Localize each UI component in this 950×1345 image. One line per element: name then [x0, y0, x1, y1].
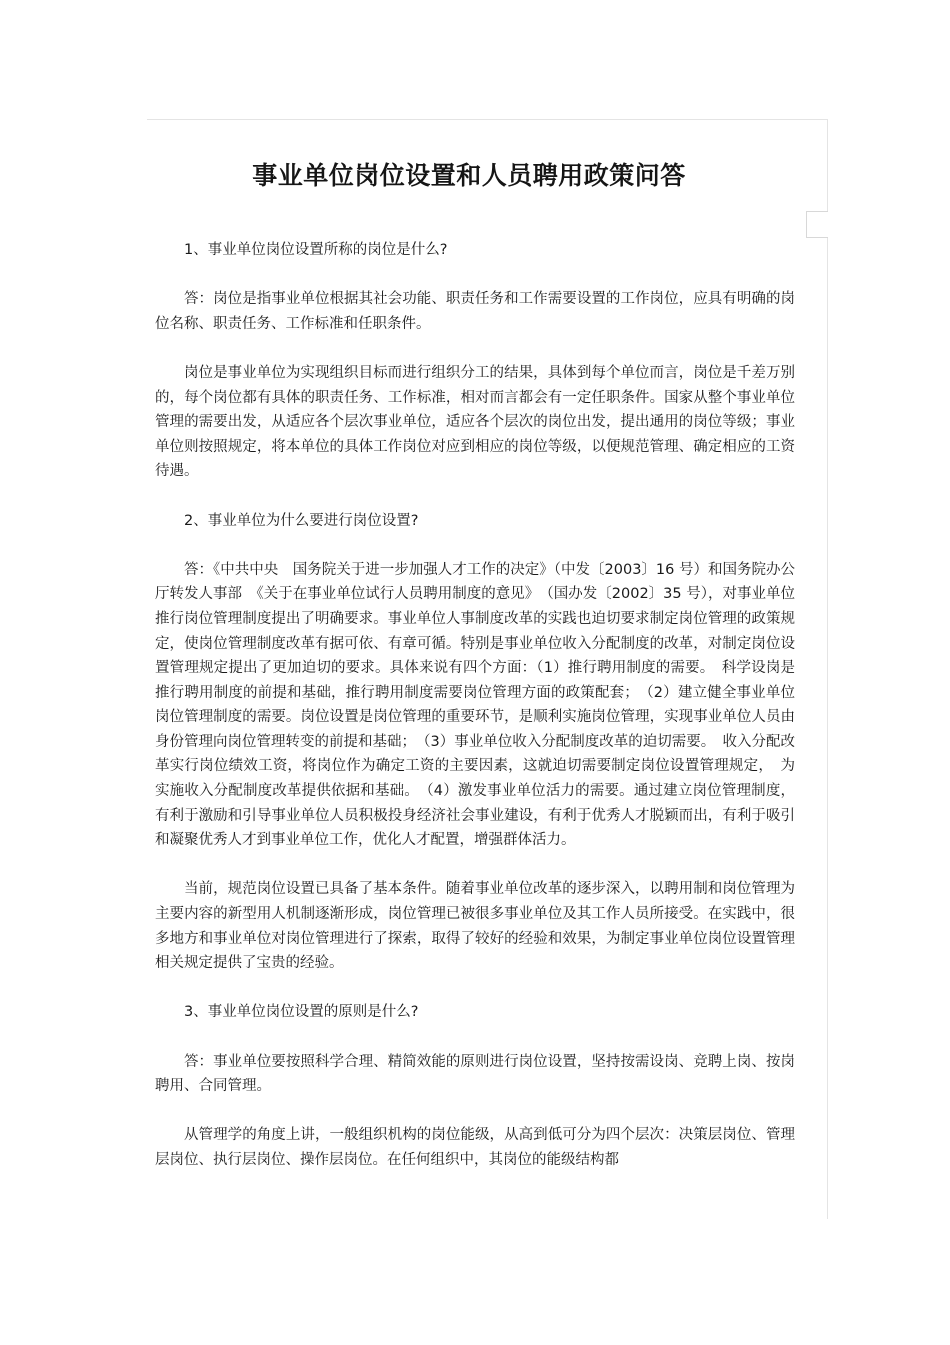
page-margin-tab: [806, 211, 828, 238]
answer-3: 答：事业单位要按照科学合理、精简效能的原则进行岗位设置，坚持按需设岗、竞聘上岗、按岗聘用、合同管理。: [155, 1053, 795, 1095]
page-frame-right: [827, 119, 828, 1219]
question-1: 1、事业单位岗位设置所称的岗位是什么?: [184, 242, 448, 258]
answer-2: 答：《中共中央 国务院关于进一步加强人才工作的决定》（中发〔2003〕16 号）和国务院办公厅转发人事部 《关于在事业单位试行人员聘用制度的意见》 （国办发〔2002〕35 号），对事业单位推行岗位管理制度提出了明确要求。事业单位人事制度改革的实践也迫切要求制定岗位管理的政策规定，使岗位管理制度改革有据可依、有章可循。特别是事业单位收入分配制度的改革，对制定岗位设置管理规定提出了更加迫切的要求。具体来说有四个方面：（1）推行聘用制度的需要。 科学设岗是推行聘用制度的前提和基础，推行聘用制度需要岗位管理方面的政策配套； （2）建立健全事业单位岗位管理制度的需要。岗位设置是岗位管理的重要环节，是顺利实施岗位管理，实现事业单位人员由身份管理向岗位管理转变的前提和基础； （3）事业单位收入分配制度改革的迫切需要。 收入分配改革实行岗位绩效工资，将岗位作为确定工资的主要因素，这就迫切需要制定岗位设置管理规定， 为实施收入分配制度改革提供依据和基础。 （4）激发事业单位活力的需要。通过建立岗位管理制度，有利于激励和引导事业单位人员积极投身经济社会事业建设，有利于优秀人才脱颖而出，有利于吸引和凝聚优秀人才到事业单位工作，优化人才配置，增强群体活力。: [155, 561, 795, 849]
body-paragraph-1: 岗位是事业单位为实现组织目标而进行组织分工的结果，具体到每个单位而言，岗位是千差万别的，每个岗位都有具体的职责任务、工作标准，相对而言都会有一定任职条件。国家从整个事业单位管理的需要出发，从适应各个层次事业单位，适应各个层次的岗位出发，提出通用的岗位等级；事业单位则按照规定，将本单位的具体工作岗位对应到相应的岗位等级，以便规范管理、确定相应的工资待遇。: [155, 364, 795, 480]
body-paragraph-3: 从管理学的角度上讲，一般组织机构的岗位能级，从高到低可分为四个层次：决策层岗位、管理层岗位、执行层岗位、操作层岗位。在任何组织中，其岗位的能级结构都: [155, 1127, 795, 1168]
body-paragraph-2: 当前，规范岗位设置已具备了基本条件。随着事业单位改革的逐步深入，以聘用制和岗位管理为主要内容的新型用人机制逐渐形成，岗位管理已被很多事业单位及其工作人员所接受。在实践中，很多地方和事业单位对岗位管理进行了探索，取得了较好的经验和效果，为制定事业单位岗位设置管理相关规定提供了宝贵的经验。: [155, 881, 795, 972]
answer-1: 答：岗位是指事业单位根据其社会功能、职责任务和工作需要设置的工作岗位，应具有明确的岗位名称、职责任务、工作标准和任职条件。: [155, 291, 795, 332]
document-body: [155, 238, 795, 1197]
page-frame-top: [147, 119, 827, 120]
question-2: 2、事业单位为什么要进行岗位设置?: [184, 512, 419, 529]
question-3: 3、事业单位岗位设置的原则是什么?: [184, 1004, 419, 1021]
page-title: 事业单位岗位设置和人员聘用政策问答: [252, 160, 686, 190]
